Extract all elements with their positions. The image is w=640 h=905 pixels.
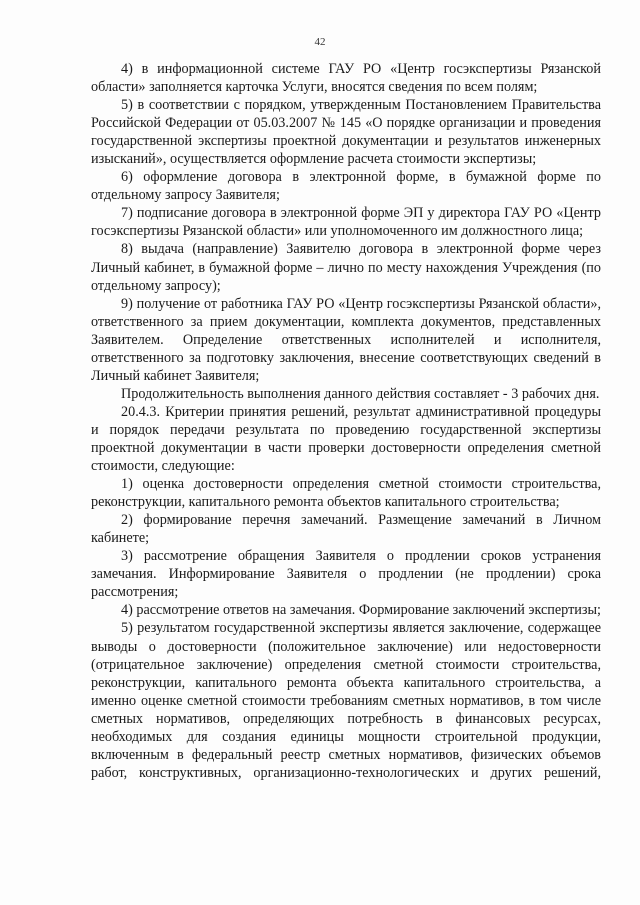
paragraph-item-6-contract-form: 6) оформление договора в электронной форме, в бумажной форме по отдельному запросу Заявителя; xyxy=(91,169,601,204)
paragraph-item-9-documents-receipt: 9) получение от работника ГАУ РО «Центр госэкспертизы Рязанской области», ответственного за прием документации, комплекта документов, представленных Заявителем. Определение ответственных исполнителей и исполнителя, ответственного за подготовку заключения, внесение соответствующих сведений в Личный кабинет Заявителя; xyxy=(91,295,601,384)
paragraph-item-5-cost-calculation: 5) в соответствии с порядком, утвержденным Постановлением Правительства Российской Федерации от 05.03.2007 № 145 «О порядке организации и проведения государственной экспертизы проектной документации и результатов инженерных изысканий», осуществляется оформление расчета стоимости экспертизы; xyxy=(91,97,601,168)
paragraph-criteria-4: 4) рассмотрение ответов на замечания. Формирование заключений экспертизы; xyxy=(121,602,601,619)
paragraph-item-7-contract-signing: 7) подписание договора в электронной форме ЭП у директора ГАУ РО «Центр госэкспертизы Рязанской области» или уполномоченного им должностного лица; xyxy=(91,205,601,240)
paragraph-item-8-contract-delivery: 8) выдача (направление) Заявителю договора в электронной форме через Личный кабинет, в бумажной форме – лично по месту нахождения Учреждения (по отдельному запросу); xyxy=(91,241,601,294)
paragraph-criteria-3: 3) рассмотрение обращения Заявителя о продлении сроков устранения замечания. Информирование Заявителя о продлении (не продлении) срока рассмотрения; xyxy=(91,548,601,601)
paragraph-criteria-5: 5) результатом государственной экспертизы является заключение, содержащее выводы о достоверности (положительное заключение) или недостоверности (отрицательное заключение) определения сметной стоимости строительства, реконструкции, капитального ремонта объекта капитального строительства, а именно оценке сметной стоимости требованиям сметных нормативов, в том числе сметных нормативов, определяющих потребность в финансовых ресурсах, необходимых для создания единицы мощности строительной продукции, включенным в федеральный реестр сметных нормативов, физических объемов работ, конструктивных, организационно-технологических и других решений, xyxy=(91,620,601,781)
paragraph-criteria-1: 1) оценка достоверности определения сметной стоимости строительства, реконструкции, капитального ремонта объектов капитального строительства; xyxy=(91,476,601,511)
scan-margin-artifact xyxy=(2,640,10,860)
paragraph-item-4-information-system: 4) в информационной системе ГАУ РО «Центр госэкспертизы Рязанской области» заполняется карточка Услуги, вносятся сведения по всем полям; xyxy=(91,61,601,96)
paragraph-duration: Продолжительность выполнения данного действия составляет - 3 рабочих дня. xyxy=(121,385,600,402)
paragraph-criteria-2: 2) формирование перечня замечаний. Размещение замечаний в Личном кабинете; xyxy=(91,512,601,547)
document-body xyxy=(91,60,601,782)
paragraph-section-20-4-3: 20.4.3. Критерии принятия решений, результат административной процедуры и порядок передачи результата по проведению государственной экспертизы проектной документации в части проверки достоверности определения сметной стоимости, следующие: xyxy=(91,403,601,475)
page-number: 42 xyxy=(314,36,326,48)
